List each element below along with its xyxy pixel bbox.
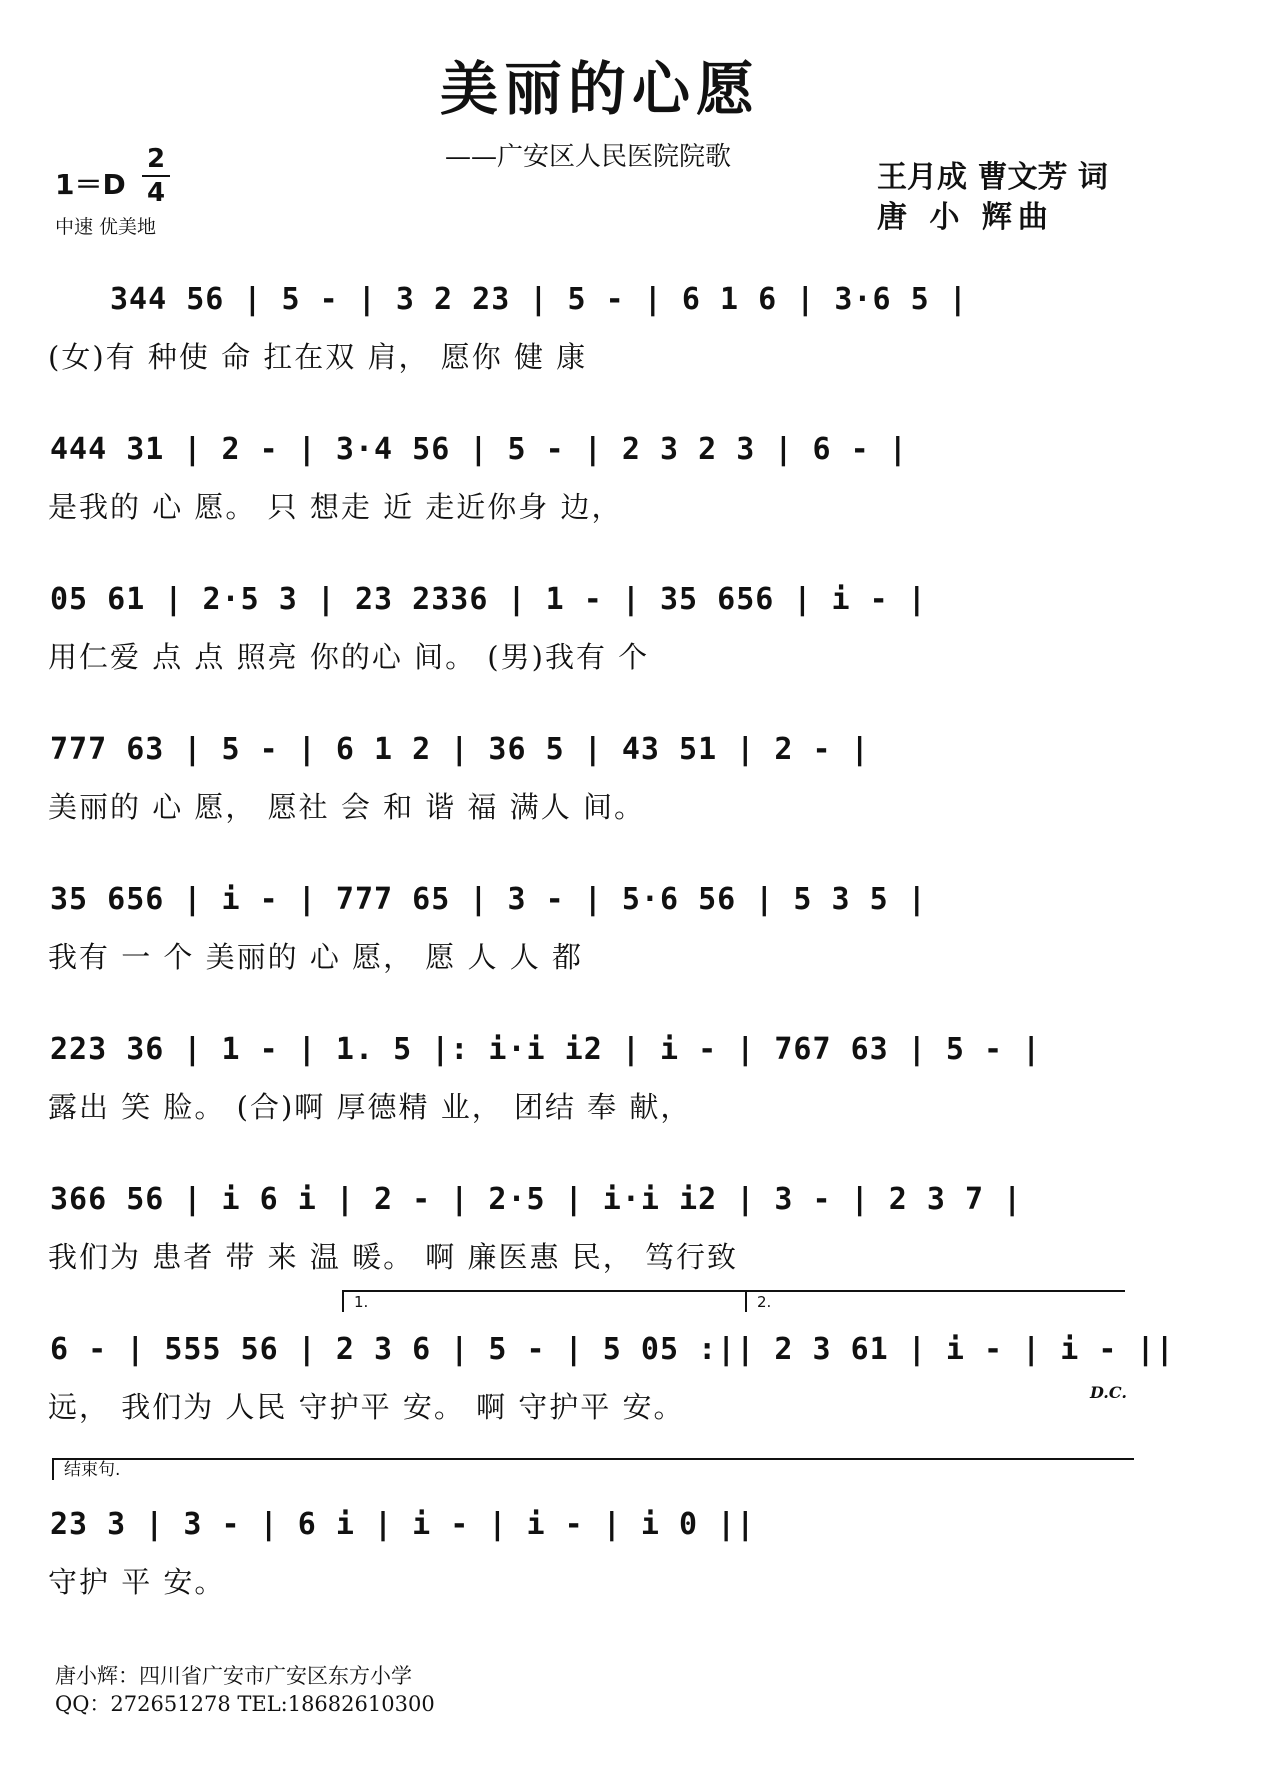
score-line-8 (0, 1320, 1280, 1460)
song-subtitle: ——广安区人民医院院歌 (445, 142, 732, 172)
lyric-row: 我有 一 个 美丽的 心 愿， 愿 人 人 都 (48, 940, 583, 974)
key-signature: 1＝D (55, 168, 126, 201)
coda-bracket: 结束句. (52, 1458, 1134, 1480)
notation-row: 366 56 | i 6 i | 2 - | 2·5 | i·i i2 | 3 - | 2 3 7 | (50, 1182, 1023, 1217)
tempo-marking: 中速 优美地 (55, 216, 157, 238)
lyric-row: 露出 笑 脸。 (合)啊 厚德精 业， 团结 奉 献， (48, 1090, 692, 1124)
lyric-row: 美丽的 心 愿， 愿社 会 和 谐 福 满人 间。 (48, 790, 645, 824)
notation-row: 6 - | 555 56 | 2 3 6 | 5 - | 5 05 :|| 2 3 61 | i - | i - || (50, 1332, 1175, 1367)
time-signature-divider (142, 175, 170, 177)
score-line-9 (0, 1495, 1280, 1635)
time-signature (142, 144, 170, 208)
notation-row: 444 31 | 2 - | 3·4 56 | 5 - | 2 3 2 3 | 6 - | (50, 432, 908, 467)
score-line-2 (0, 420, 1280, 560)
time-signature-top: 2 (146, 144, 166, 174)
score-line-7 (0, 1170, 1280, 1310)
time-signature-bottom: 4 (146, 178, 166, 208)
lyric-row: (女)有 种使 命 扛在双 肩， 愿你 健 康 (48, 340, 588, 374)
first-ending-bracket: 1. (342, 1290, 754, 1312)
notation-row: 344 56 | 5 - | 3 2 23 | 5 - | 6 1 6 | 3·6 5 | (110, 282, 968, 317)
score-line-3 (0, 570, 1280, 710)
da-capo-marking: D.C. (1090, 1383, 1127, 1402)
score-line-1 (0, 270, 1280, 410)
lyric-row: 是我的 心 愿。 只 想走 近 走近你身 边， (48, 490, 623, 524)
notation-row: 23 3 | 3 - | 6 i | i - | i - | i 0 || (50, 1507, 756, 1542)
lyricist-credit: 王月成 曹文芳 词 (877, 160, 1108, 195)
notation-row: 05 61 | 2·5 3 | 23 2336 | 1 - | 35 656 | i - | (50, 582, 927, 617)
notation-row: 777 63 | 5 - | 6 1 2 | 36 5 | 43 51 | 2 - | (50, 732, 870, 767)
notation-row: 223 36 | 1 - | 1. 5 |: i·i i2 | i - | 767 63 | 5 - | (50, 1032, 1042, 1067)
score-line-5 (0, 870, 1280, 1010)
lyric-row: 用仁爱 点 点 照亮 你的心 间。 (男)我有 个 (48, 640, 650, 674)
author-contact-line: 唐小辉：四川省广安市广安区东方小学 (55, 1664, 412, 1688)
notation-row: 35 656 | i - | 777 65 | 3 - | 5·6 56 | 5 3 5 | (50, 882, 927, 917)
lyric-row: 远， 我们为 人民 守护平 安。 啊 守护平 安。 (48, 1390, 685, 1424)
second-ending-bracket: 2. (745, 1290, 1125, 1312)
lyric-row: 我们为 患者 带 来 温 暖。 啊 廉医惠 民， 笃行致 (48, 1240, 738, 1274)
composer-credit: 唐 小 辉曲 (877, 200, 1054, 235)
song-title: 美丽的心愿 (439, 55, 760, 123)
author-phone-line: QQ：272651278 TEL:18682610300 (55, 1692, 435, 1716)
lyric-row: 守护 平 安。 (48, 1565, 226, 1599)
score-line-4 (0, 720, 1280, 860)
score-line-6 (0, 1020, 1280, 1160)
